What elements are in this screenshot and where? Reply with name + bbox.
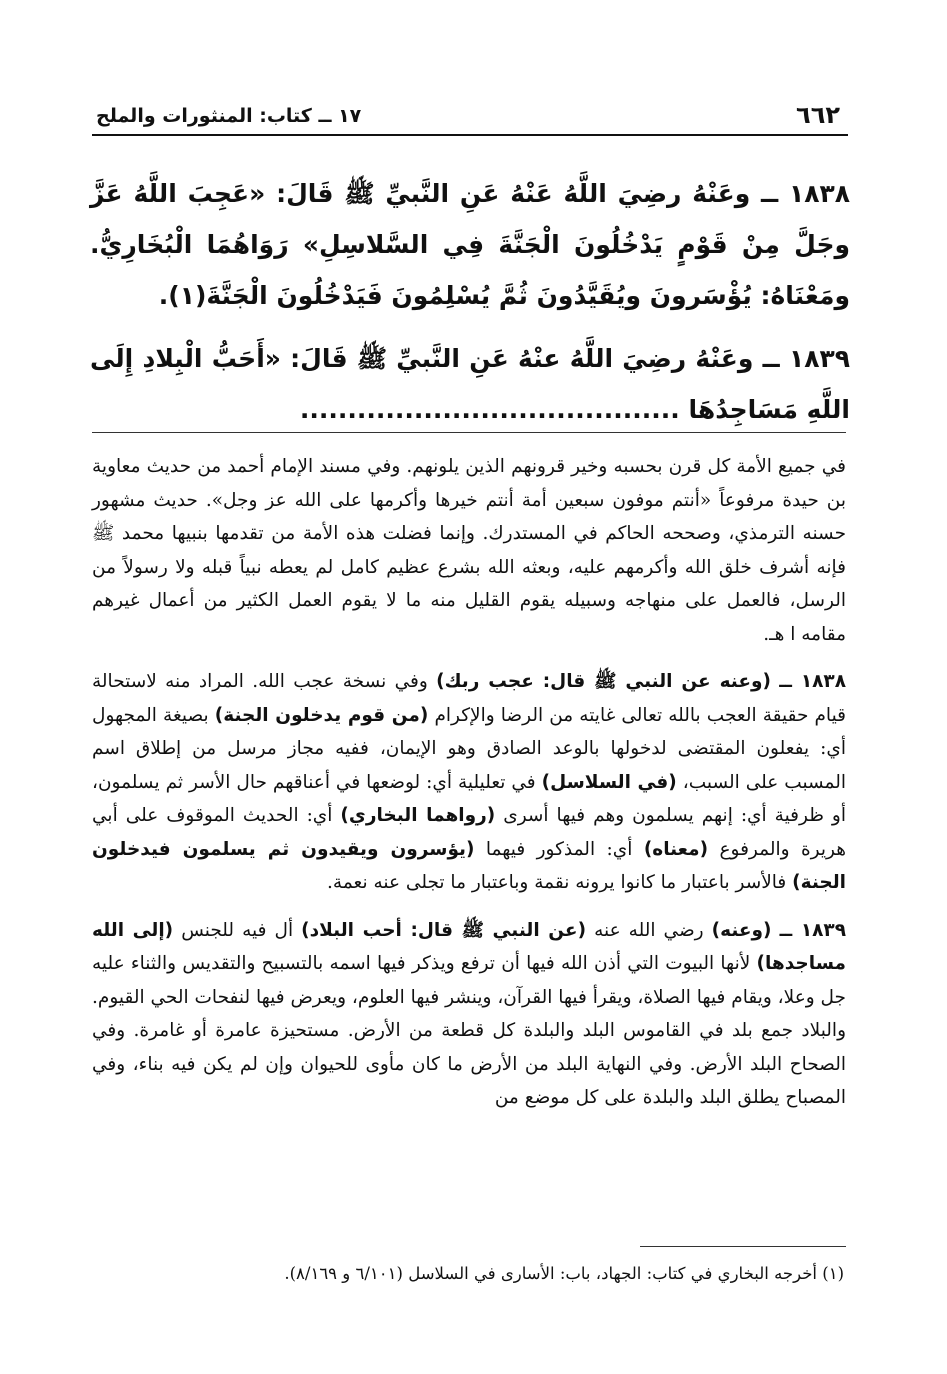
bold-phrase: (إلى الله مساجدها) xyxy=(92,919,846,974)
continuation-dots: ........................................ xyxy=(299,395,680,424)
hadith-text xyxy=(90,168,850,447)
commentary-text: أي: المذكور فيهما xyxy=(474,838,644,860)
commentary xyxy=(92,450,846,1129)
commentary-1839 xyxy=(92,914,846,1115)
commentary-1838 xyxy=(92,665,846,900)
commentary-text: لأنها البيوت التي أذن الله فيها أن ترفع ويذكر فيها اسمه بالتسبيح والتقديس والثناء عليه جل وعلا، ويقام فيها الصلاة، ويقرأ فيها القرآن، وينشر فيها العلوم، ويعرض فيها لنفحات الحي القيوم. والبلاد جمع بلد في القاموس البلد والبلدة كل قطعة من الأرض. مستحيزة عامرة أو غامرة. وفي الصحاح البلد الأرض. وفي النهاية البلد من الأرض ما كان مأوى للحيوان وإن لم يكن فيه بناء، وفي المصباح يطلق البلد والبلدة على كل موضع من xyxy=(92,953,846,1108)
bold-phrase: (في السلاسل) xyxy=(541,771,677,793)
commentary-text: وفي نسخة عجب الله. المراد منه لاستحالة قيام حقيقة العجب بالله تعالى غايته من الرضا والإكرام xyxy=(92,671,846,726)
commentary-text: فالأسر باعتبار ما كانوا يرونه نقمة وباعتبار ما تجلى عنه نعمة. xyxy=(327,872,793,893)
commentary-intro: في جميع الأمة كل قرن بحسبه وخير قرونهم الذين يلونهم. وفي مسند الإمام أحمد من حديث معاوية بن حيدة مرفوعاً «أنتم موفون سبعين أمة أنتم خيرها وأكرمها على الله عز وجل». حديث مشهور حسنه الترمذي، وصححه الحاكم في المستدرك. وإنما فضلت هذه الأمة من تقدمها بنبيها محمد ﷺ فإنه أشرف خلق الله وأكرمهم عليه، وبعثه الله بشرع عظيم كامل لم يعطه نبياً قبله ولا رسولاً من الرسل، فالعمل على منهاجه وسبيله يقوم القليل منه ما لا يقوم العمل الكثير من أعمال غيرهم مقامه ا هـ. xyxy=(92,456,846,645)
bold-phrase: (وعنه عن النبي ﷺ قال: عجب ربك) xyxy=(436,671,771,692)
hadith-1839 xyxy=(90,333,850,435)
page-number: ٦٦٢ xyxy=(796,101,840,129)
running-title: ١٧ ــ كتاب: المنثورات والملح xyxy=(96,105,362,127)
commentary-number: ١٨٣٨ ــ xyxy=(779,671,846,692)
bold-phrase: (وعنه) xyxy=(711,919,772,941)
commentary-text: أل فيه للجنس xyxy=(173,919,302,941)
page-header xyxy=(92,100,844,134)
hadith-1838: ١٨٣٨ ــ وعَنْهُ رضِيَ اللَّهُ عَنْهُ عَنِ النَّبيِّ ﷺ قَالَ: «عَجِبَ اللَّهُ عَزَّ وجَلَّ مِنْ قَوْمٍ يَدْخُلُونَ الْجَنَّةَ فِي السَّلاسِلِ» رَوَاهُمَا الْبُخَارِيُّ. ومَعْنَاهُ: يُؤْسَرونَ ويُقَيَّدُونَ ثُمَّ يُسْلِمُونَ فَيَدْخُلُونَ الْجَنَّةَ(١). xyxy=(90,179,850,310)
commentary-separator xyxy=(92,432,846,433)
commentary-number: ١٨٣٩ ــ xyxy=(779,919,846,941)
bold-phrase: (رواهما البخاري) xyxy=(340,805,496,826)
bold-phrase: (من قوم يدخلون الجنة) xyxy=(214,704,429,726)
commentary-text: رضي الله عنه xyxy=(586,919,712,941)
commentary-text: في تعليلية أي: لوضعها في أعناقهم حال الأسر ثم يسلمون، أو ظرفية أي: إنهم يسلمون وهم فيها أسرى xyxy=(92,771,846,826)
footnote: (١) أخرجه البخاري في كتاب: الجهاد، باب: الأسارى في السلاسل (٦/١٠١ و ٨/١٦٩). xyxy=(284,1264,844,1283)
hadith-1839-text: ١٨٣٩ ــ وعَنْهُ رضِيَ اللَّهُ عنْهُ عَنِ النَّبيِّ ﷺ قَالَ: «أَحَبُّ الْبِلادِ إِلَى اللَّهِ مَسَاجِدُهَا xyxy=(90,344,850,424)
bold-phrase: (يؤسرون ويقيدون ثم يسلمون فيدخلون الجنة) xyxy=(92,838,846,893)
commentary-text: بصيغة المجهول أي: يفعلون المقتضى لدخولها بالوعد الصادق وهو الإيمان، ففيه مجاز مرسل من إطلاق اسم المسبب على السبب، xyxy=(92,704,847,793)
commentary-text: أي: الحديث الموقوف على أبي هريرة والمرفوع xyxy=(92,805,846,860)
header-rule xyxy=(92,134,848,136)
bold-phrase: (عن النبي ﷺ قال: أحب البلاد) xyxy=(301,919,587,941)
bold-phrase: (معناه) xyxy=(643,838,709,860)
footnote-rule xyxy=(640,1246,846,1247)
